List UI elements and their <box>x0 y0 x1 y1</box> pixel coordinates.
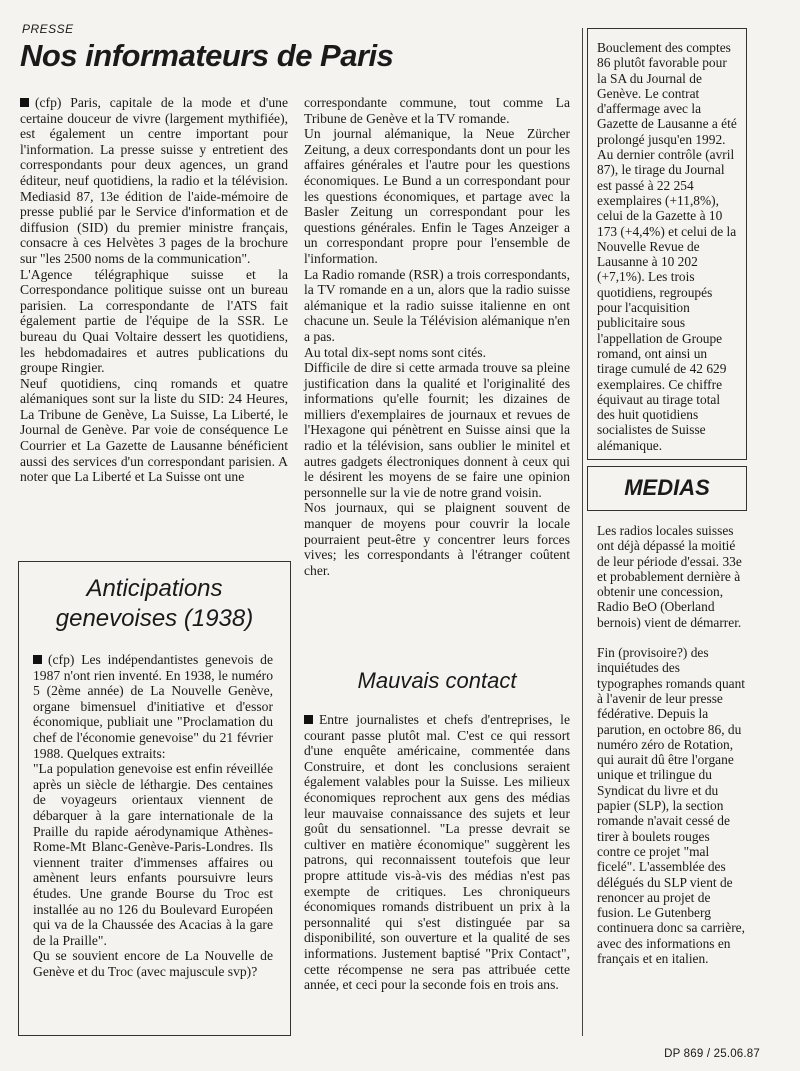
mauvais-contact-title: Mauvais contact <box>357 668 517 693</box>
paragraph: Qu se souvient encore de La Nouvelle de Genève et du Troc (avec majuscule svp)? <box>33 948 273 979</box>
paragraph: "La population genevoise est enfin réveillée après un siècle de léthargie. Des centaines de voyageurs orientaux viennent de débarquer à la gare internationale de la Praille du rapide aérodynamique Athènes-Rome-Mt Blanc-Genève-Paris-Londres. Ils viennent traiter d'immenses affaires ou amènent leurs enfants poursuivre leurs études. Une grande Bourse du Troc est installée au no 126 du Boulevard Européen qui va de la Chaussée des Acacias à la gare de la Praille". <box>33 761 273 948</box>
sidebar-news-body: Bouclement des comptes 86 plutôt favorable pour la SA du Journal de Genève. Le contrat d'affermage avec la Gazette de Lausanne a été prolongé jusqu'en 1992. Au dernier contrôle (avril 87), le tirage du Journal est passé à 22 254 exemplaires (+11,8%), celui de la Gazette à 10 173 (+4,4%) et celui de la Nouvelle Revue de Lausanne à 10 202 (+7,1%). Les trois quotidiens, regroupés pour l'acquisition publicitaire sous l'appellation de Groupe romand, ont ainsi un tirage cumulé de 42 629 exemplaires. Ce chiffre équivaut au tirage total des huit quotidiens socialistes de Suisse alémanique. <box>597 40 737 453</box>
paragraph-marker <box>304 715 313 724</box>
medias-body <box>597 523 745 966</box>
paragraph: Fin (provisoire?) des inquiétudes des typographes romands quant à l'avenir de leur presse fédérative. Depuis la parution, en octobre 86, du numéro zéro de Rotation, qui aurait dû être l'organe unique et trilingue du Syndicat du livre et du papier (SLP), la section romande n'avait cessé de tirer à boulets rouges contre ce projet "mal ficelé". L'assemblée des délégués du SLP vient de renoncer au projet de fusion. Le Gutenberg continuera donc sa carrière, avec des informations en français et en italien. <box>597 645 746 967</box>
anticipations-title: Anticipations genevoises (1938) <box>55 575 254 632</box>
mauvais-contact-body <box>304 712 570 993</box>
section-label: PRESSE <box>22 22 74 36</box>
paragraph: Un journal alémanique, la Neue Zürcher Zeitung, a deux correspondants dont un pour les affaires générales et l'autre pour les questions économiques. Le Bund a un correspondant pour les questions économiques, et partage avec la Basler Zeitung un correspondant pour les questions générales. Enfin le Tages Anzeiger a un correspondant propre pour l'ensemble de l'information. <box>304 126 570 266</box>
paragraph: Les radios locales suisses ont déjà dépassé la moitié de leur période d'essai. 33e et probablement dernière à obtenir une concession, Radio BeO (Oberland bernois) vient de démarrer. <box>597 523 742 630</box>
paragraph: Difficile de dire si cette armada trouve sa pleine justification dans la qualité et l'originalité des informations qu'elle fournit; les dizaines de milliers d'exemplaires de journaux et revues de l'Hexagone qui pénètrent en Suisse ainsi que la radio et la télévision, sans oublier le minitel et autres gadgets électroniques donnent à ceux qui le désirent les moyens de se faire une opinion personnelle sur la vie de notre grand voisin. <box>304 360 570 500</box>
paragraph: (cfp) Paris, capitale de la mode et d'une certaine douceur de vivre (largement mythifiée), est également un centre important pour l'information. La presse suisse y entretient des correspondants pour deux agences, un grand éditeur, neuf quotidiens, la radio et la télévision. Mediasid 87, 13e édition de l'aide-mémoire de presse publié par le Service d'information et de diffusion (SID) du premier ministre français, consacre à ces Helvètes 3 pages de la brochure sur "les 2500 noms de la communication". <box>20 95 288 266</box>
medias-title: MEDIAS <box>624 475 710 500</box>
anticipations-body <box>33 652 273 979</box>
paragraph: Entre journalistes et chefs d'entreprises, le courant passe plutôt mal. C'est ce qui ressort d'une enquête américaine, commentée dans Construire, et dont les conclusions seraient également valables pour la Suisse. Les milieux économiques reprochent aux gens des médias leur mauvaise connaissance des sujets et leur goût du sensationnel. "La presse devrait se cultiver en matière économique" suggèrent les patrons, qui reconnaissent toutefois que leur propre attitude vis-à-vis des médias n'est pas exempte de critiques. Les chroniqueurs économiques romands distribuent un prix à la personnalité qui s'est distinguée par sa disponibilité, son ouverture et la qualité de ses informations. Justement baptisé "Prix Contact", cette récompense ne sera pas attribuée cette année, et ceci pour la seconde fois en trois ans. <box>304 712 570 993</box>
paragraph: Au total dix-sept noms sont cités. <box>304 344 486 360</box>
paragraph: La Radio romande (RSR) a trois correspondants, la TV romande en a un, alors que la radio suisse alémanique et la radio suisse italienne en ont chacune un. Seule la Télévision alémanique n'en a pas. <box>304 266 570 344</box>
paragraph: Neuf quotidiens, cinq romands et quatre alémaniques sont sur la liste du SID: 24 Heures, La Tribune de Genève, La Suisse, La Liberté, le Journal de Genève. Par voie de conséquence Le Courrier et La Gazette de Lausanne bénéficient aussi des services d'un correspondant parisien. A noter que La Liberté et La Suisse ont une <box>20 375 288 485</box>
main-article-column-1 <box>20 95 288 485</box>
paragraph-marker <box>33 655 42 664</box>
paragraph: correspondante commune, tout comme La Tribune de Genève et la TV romande. <box>304 95 570 126</box>
main-article-column-2 <box>304 95 570 578</box>
page-folio: DP 869 / 25.06.87 <box>664 1048 760 1060</box>
paragraph-marker <box>20 98 29 107</box>
paragraph: Nos journaux, qui se plaignent souvent de manquer de moyens pour couvrir la locale pourraient peut-être y concentrer leurs forces vives; les correspondants à l'étranger coûtent cher. <box>304 500 570 578</box>
paragraph: L'Agence télégraphique suisse et la Correspondance politique suisse ont un bureau parisien. La correspondante de l'ATS fait également partie de l'équipe de la SSR. Le bureau du Quai Voltaire dessert les quotidiens, les hebdomadaires et autres publications du groupe Ringier. <box>20 266 288 376</box>
article-headline: Nos informateurs de Paris <box>20 38 394 73</box>
paragraph: (cfp) Les indépendantistes genevois de 1987 n'ont rien inventé. En 1938, le numéro 5 (2ème année) de La Nouvelle Genève, organe bimensuel d'initiative et d'essor économique, publiait une "Proclamation du chef de l'économie genevoise" du 21 février 1988. Quelques extraits: <box>33 652 273 761</box>
column-divider <box>582 28 583 1036</box>
